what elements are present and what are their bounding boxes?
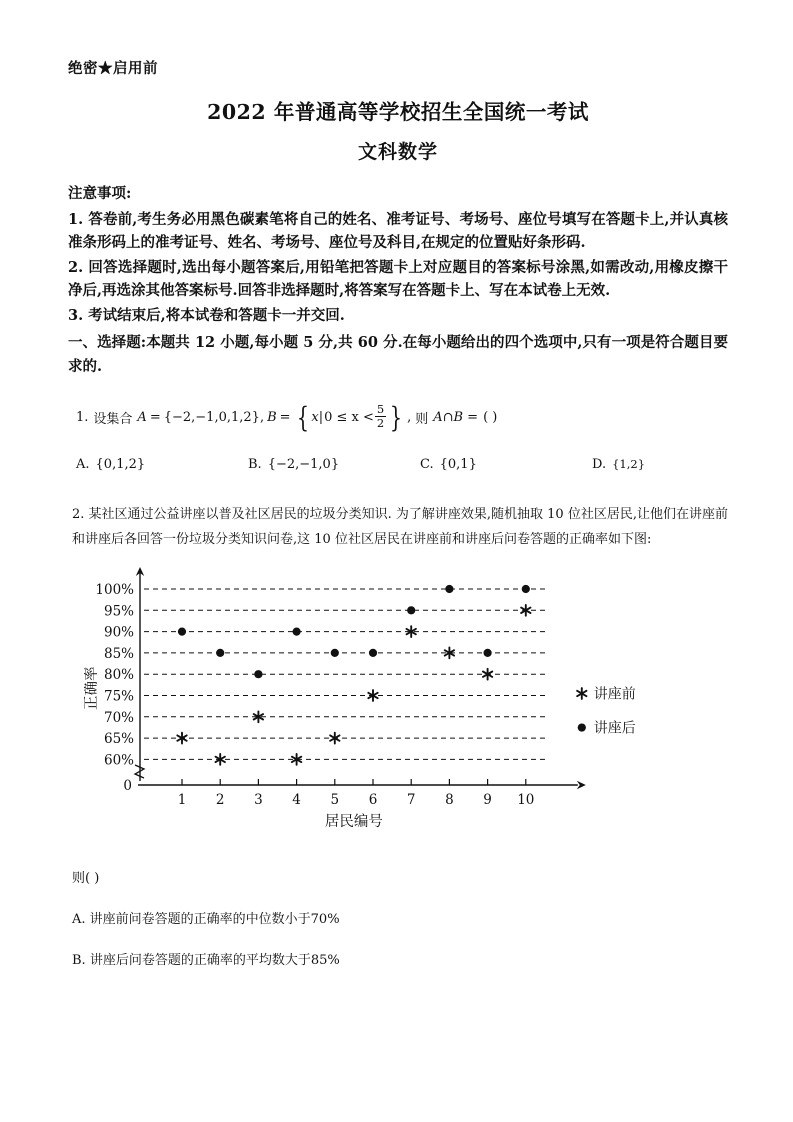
secret-banner: 绝密★启用前: [68, 60, 158, 77]
data-point-after: [522, 584, 530, 592]
x-tick-label: 1: [177, 791, 187, 808]
y-tick-label: 75%: [103, 688, 134, 705]
subject-title: 文科数学: [357, 141, 438, 164]
question-2: [72, 502, 728, 553]
x-tick-label: 3: [254, 791, 263, 808]
x-axis-title: 居民编号: [324, 813, 383, 830]
data-point-before: [177, 732, 186, 743]
answer-blank-parens: ( ): [483, 410, 498, 425]
set-a-name: A: [137, 410, 147, 425]
chart-svg-canvas: [84, 567, 704, 842]
data-point-after: [484, 648, 492, 656]
notice-heading: 注意事项:: [68, 184, 132, 202]
page-content: [68, 60, 728, 974]
right-brace-icon: }: [390, 401, 403, 435]
equals-sign-1: =: [149, 410, 161, 425]
page-title: 2022 年普通高等学校招生全国统一考试: [207, 100, 589, 125]
x-tick-label: 7: [406, 791, 416, 808]
option-b-value: {−2,−1,0}: [267, 456, 340, 472]
left-brace-icon: {: [296, 401, 309, 435]
fraction-denominator: 2: [376, 416, 385, 430]
notice-item-3: 3. 考试结束后,将本试卷和答题卡一并交回.: [68, 306, 345, 324]
y-tick-label: 95%: [103, 602, 134, 619]
section-heading: 一、选择题:本题共 12 小题,每小题 5 分,共 60 分.在每小题给出的四个选项中,只有一项是符合题目要求的.: [68, 334, 728, 375]
legend-label: 讲座后: [593, 720, 636, 737]
x-tick-label: 10: [517, 791, 535, 808]
data-point-after: [445, 584, 453, 592]
question-2-option-b[interactable]: B. 讲座后问卷答题的正确率的平均数大于85%: [72, 953, 340, 969]
x-tick-label: 4: [292, 791, 301, 808]
set-b-variable: x: [311, 410, 319, 425]
legend-asterisk-icon: [577, 688, 586, 699]
option-c-label: C.: [420, 456, 434, 472]
question-2-answers: [72, 866, 728, 974]
fraction-five-halves: [375, 403, 386, 430]
data-point-after: [178, 627, 186, 635]
intersection-expression: A∩B =: [433, 410, 479, 425]
option-b-label: B.: [248, 456, 262, 472]
data-point-after: [254, 670, 262, 678]
set-b-condition: 0 ≤ x <: [324, 410, 374, 425]
y-tick-label: 100%: [95, 581, 134, 598]
option-d-value: {1,2}: [612, 457, 646, 472]
set-b-name: B: [267, 410, 277, 425]
data-point-after: [216, 648, 224, 656]
y-tick-label: 80%: [103, 666, 134, 683]
x-tick-label: 5: [330, 791, 340, 808]
data-point-after: [369, 648, 377, 656]
x-tick-label: 2: [215, 791, 225, 808]
equals-sign-2: =: [279, 410, 291, 425]
question-2-then: 则( ): [72, 870, 100, 886]
y-tick-label: 70%: [103, 709, 134, 726]
y-tick-label: 60%: [103, 751, 134, 768]
question-1-lead: 设集合: [93, 412, 133, 427]
comma-sep: ,: [259, 410, 265, 425]
question-2-text: 2. 某社区通过公益讲座以普及社区居民的垃圾分类知识. 为了解讲座效果,随机抽取 10 位社区居民,让他们在讲座前和讲座后各回答一份垃圾分类知识问卷,这 10 位社区居民在讲座前和讲座后问卷答题的正确率如下图:: [72, 506, 728, 548]
x-tick-label: 6: [368, 791, 378, 808]
data-point-after: [331, 648, 339, 656]
question-1-options: [76, 457, 728, 472]
x-axis-arrow-icon: [577, 780, 586, 788]
notice-item-1: 1. 答卷前,考生务必用黑色碳素笔将自己的姓名、准考证号、考场号、座位号填写在答题卡上,并认真核准条形码上的准考证号、姓名、考场号、座位号及科目,在规定的位置贴好条形码.: [68, 210, 728, 252]
accuracy-scatter-chart: [84, 567, 704, 842]
origin-label: 0: [123, 777, 132, 794]
x-tick-label: 9: [483, 791, 492, 808]
question-1-number: 1.: [76, 410, 89, 425]
data-point-after: [407, 606, 415, 614]
question-1: [76, 401, 728, 435]
option-a-value: {0,1,2}: [95, 456, 146, 472]
option-d[interactable]: [592, 457, 645, 472]
legend-label: 讲座前: [593, 686, 636, 703]
question-2-option-a[interactable]: A. 讲座前问卷答题的正确率的中位数小于70%: [72, 911, 340, 927]
fraction-numerator: 5: [376, 402, 385, 417]
then-word: 则: [415, 412, 429, 427]
legend-dot-icon: [578, 723, 586, 731]
y-tick-label: 85%: [103, 645, 134, 662]
notice-item-2: 2. 回答选择题时,选出每小题答案后,用铅笔把答题卡上对应题目的答案标号涂黑,如需改动,用橡皮擦干净后,再选涂其他答案标号.回答非选择题时,将答案写在答题卡上、写在本试卷上无效.: [68, 258, 728, 300]
option-c-value: {0,1}: [439, 456, 477, 472]
y-tick-label: 65%: [103, 730, 134, 747]
data-point-before: [330, 732, 339, 743]
comma-sep-2: ,: [407, 410, 412, 425]
y-tick-label: 90%: [103, 624, 134, 641]
option-a-label: A.: [76, 456, 90, 472]
option-d-label: D.: [592, 456, 607, 472]
x-tick-label: 8: [445, 791, 454, 808]
y-axis-title: 正确率: [84, 666, 100, 710]
option-b[interactable]: [248, 457, 420, 472]
option-c[interactable]: [420, 457, 592, 472]
axis-break-icon: [135, 765, 144, 778]
set-builder-bar: |: [318, 410, 324, 425]
option-a[interactable]: [76, 457, 248, 472]
data-point-after: [293, 627, 301, 635]
set-a-value: {−2,−1,0,1,2}: [163, 410, 260, 425]
